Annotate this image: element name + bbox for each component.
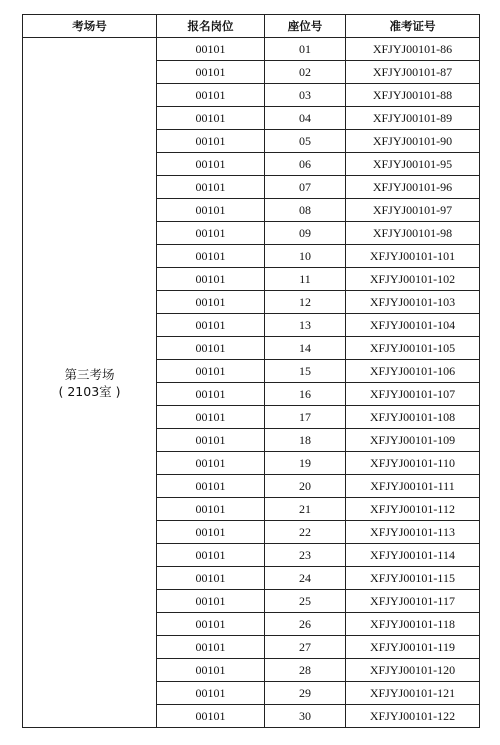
seat-number-cell: 25 bbox=[265, 590, 346, 613]
applied-post-cell: 00101 bbox=[157, 475, 265, 498]
header-row bbox=[23, 15, 480, 38]
seat-number-cell: 19 bbox=[265, 452, 346, 475]
seat-number-cell: 03 bbox=[265, 84, 346, 107]
seat-number-cell: 20 bbox=[265, 475, 346, 498]
admission-ticket-cell: XFJYJ00101-97 bbox=[346, 199, 480, 222]
admission-ticket-cell: XFJYJ00101-114 bbox=[346, 544, 480, 567]
seat-number-cell: 14 bbox=[265, 337, 346, 360]
applied-post-cell: 00101 bbox=[157, 245, 265, 268]
seat-number-cell: 30 bbox=[265, 705, 346, 728]
applied-post-cell: 00101 bbox=[157, 176, 265, 199]
seat-number-cell: 09 bbox=[265, 222, 346, 245]
applied-post-cell: 00101 bbox=[157, 682, 265, 705]
admission-ticket-cell: XFJYJ00101-89 bbox=[346, 107, 480, 130]
seat-number-cell: 01 bbox=[265, 38, 346, 61]
seat-number-cell: 24 bbox=[265, 567, 346, 590]
applied-post-cell: 00101 bbox=[157, 314, 265, 337]
admission-ticket-cell: XFJYJ00101-115 bbox=[346, 567, 480, 590]
applied-post-cell: 00101 bbox=[157, 659, 265, 682]
applied-post-cell: 00101 bbox=[157, 590, 265, 613]
applied-post-cell: 00101 bbox=[157, 38, 265, 61]
seat-number-cell: 12 bbox=[265, 291, 346, 314]
exam-room-location: ( 2103室 ) bbox=[58, 383, 121, 399]
seat-number-cell: 06 bbox=[265, 153, 346, 176]
exam-room-name: 第三考场 bbox=[64, 366, 115, 382]
admission-ticket-cell: XFJYJ00101-105 bbox=[346, 337, 480, 360]
applied-post-cell: 00101 bbox=[157, 544, 265, 567]
seat-number-cell: 08 bbox=[265, 199, 346, 222]
seat-number-cell: 29 bbox=[265, 682, 346, 705]
seat-number-cell: 05 bbox=[265, 130, 346, 153]
admission-ticket-cell: XFJYJ00101-111 bbox=[346, 475, 480, 498]
applied-post-cell: 00101 bbox=[157, 636, 265, 659]
admission-ticket-cell: XFJYJ00101-106 bbox=[346, 360, 480, 383]
admission-ticket-cell: XFJYJ00101-96 bbox=[346, 176, 480, 199]
seat-number-cell: 23 bbox=[265, 544, 346, 567]
applied-post-cell: 00101 bbox=[157, 498, 265, 521]
admission-ticket-cell: XFJYJ00101-88 bbox=[346, 84, 480, 107]
applied-post-cell: 00101 bbox=[157, 567, 265, 590]
seat-number-cell: 10 bbox=[265, 245, 346, 268]
seat-number-cell: 27 bbox=[265, 636, 346, 659]
seat-number-cell: 04 bbox=[265, 107, 346, 130]
applied-post-cell: 00101 bbox=[157, 153, 265, 176]
applied-post-cell: 00101 bbox=[157, 268, 265, 291]
applied-post-cell: 00101 bbox=[157, 291, 265, 314]
seat-number-cell: 13 bbox=[265, 314, 346, 337]
admission-ticket-cell: XFJYJ00101-87 bbox=[346, 61, 480, 84]
admission-ticket-cell: XFJYJ00101-120 bbox=[346, 659, 480, 682]
admission-ticket-cell: XFJYJ00101-90 bbox=[346, 130, 480, 153]
seat-number-cell: 15 bbox=[265, 360, 346, 383]
seat-number-cell: 21 bbox=[265, 498, 346, 521]
applied-post-cell: 00101 bbox=[157, 521, 265, 544]
admission-ticket-cell: XFJYJ00101-109 bbox=[346, 429, 480, 452]
admission-ticket-cell: XFJYJ00101-117 bbox=[346, 590, 480, 613]
applied-post-cell: 00101 bbox=[157, 84, 265, 107]
header-seat-number: 座位号 bbox=[265, 15, 346, 38]
admission-ticket-cell: XFJYJ00101-104 bbox=[346, 314, 480, 337]
table-header bbox=[23, 15, 480, 38]
applied-post-cell: 00101 bbox=[157, 337, 265, 360]
admission-ticket-cell: XFJYJ00101-112 bbox=[346, 498, 480, 521]
admission-ticket-cell: XFJYJ00101-98 bbox=[346, 222, 480, 245]
table-row bbox=[23, 38, 480, 61]
applied-post-cell: 00101 bbox=[157, 429, 265, 452]
applied-post-cell: 00101 bbox=[157, 222, 265, 245]
admission-ticket-cell: XFJYJ00101-103 bbox=[346, 291, 480, 314]
admission-ticket-cell: XFJYJ00101-101 bbox=[346, 245, 480, 268]
applied-post-cell: 00101 bbox=[157, 61, 265, 84]
seat-number-cell: 11 bbox=[265, 268, 346, 291]
admission-ticket-cell: XFJYJ00101-102 bbox=[346, 268, 480, 291]
applied-post-cell: 00101 bbox=[157, 360, 265, 383]
applied-post-cell: 00101 bbox=[157, 199, 265, 222]
header-admission-ticket: 准考证号 bbox=[346, 15, 480, 38]
header-applied-post: 报名岗位 bbox=[157, 15, 265, 38]
applied-post-cell: 00101 bbox=[157, 452, 265, 475]
admission-ticket-cell: XFJYJ00101-110 bbox=[346, 452, 480, 475]
seat-number-cell: 02 bbox=[265, 61, 346, 84]
admission-ticket-cell: XFJYJ00101-95 bbox=[346, 153, 480, 176]
admission-ticket-cell: XFJYJ00101-86 bbox=[346, 38, 480, 61]
seat-number-cell: 16 bbox=[265, 383, 346, 406]
applied-post-cell: 00101 bbox=[157, 613, 265, 636]
seat-number-cell: 18 bbox=[265, 429, 346, 452]
applied-post-cell: 00101 bbox=[157, 130, 265, 153]
admission-ticket-cell: XFJYJ00101-118 bbox=[346, 613, 480, 636]
seat-number-cell: 28 bbox=[265, 659, 346, 682]
seat-number-cell: 22 bbox=[265, 521, 346, 544]
admission-ticket-cell: XFJYJ00101-122 bbox=[346, 705, 480, 728]
table-body bbox=[23, 38, 480, 728]
admission-ticket-cell: XFJYJ00101-121 bbox=[346, 682, 480, 705]
seat-number-cell: 17 bbox=[265, 406, 346, 429]
exam-seating-table bbox=[22, 14, 480, 728]
admission-ticket-cell: XFJYJ00101-107 bbox=[346, 383, 480, 406]
applied-post-cell: 00101 bbox=[157, 383, 265, 406]
applied-post-cell: 00101 bbox=[157, 705, 265, 728]
applied-post-cell: 00101 bbox=[157, 107, 265, 130]
seat-number-cell: 26 bbox=[265, 613, 346, 636]
admission-ticket-cell: XFJYJ00101-119 bbox=[346, 636, 480, 659]
seat-number-cell: 07 bbox=[265, 176, 346, 199]
exam-room-cell bbox=[23, 38, 157, 728]
applied-post-cell: 00101 bbox=[157, 406, 265, 429]
admission-ticket-cell: XFJYJ00101-113 bbox=[346, 521, 480, 544]
header-exam-room: 考场号 bbox=[23, 15, 157, 38]
admission-ticket-cell: XFJYJ00101-108 bbox=[346, 406, 480, 429]
